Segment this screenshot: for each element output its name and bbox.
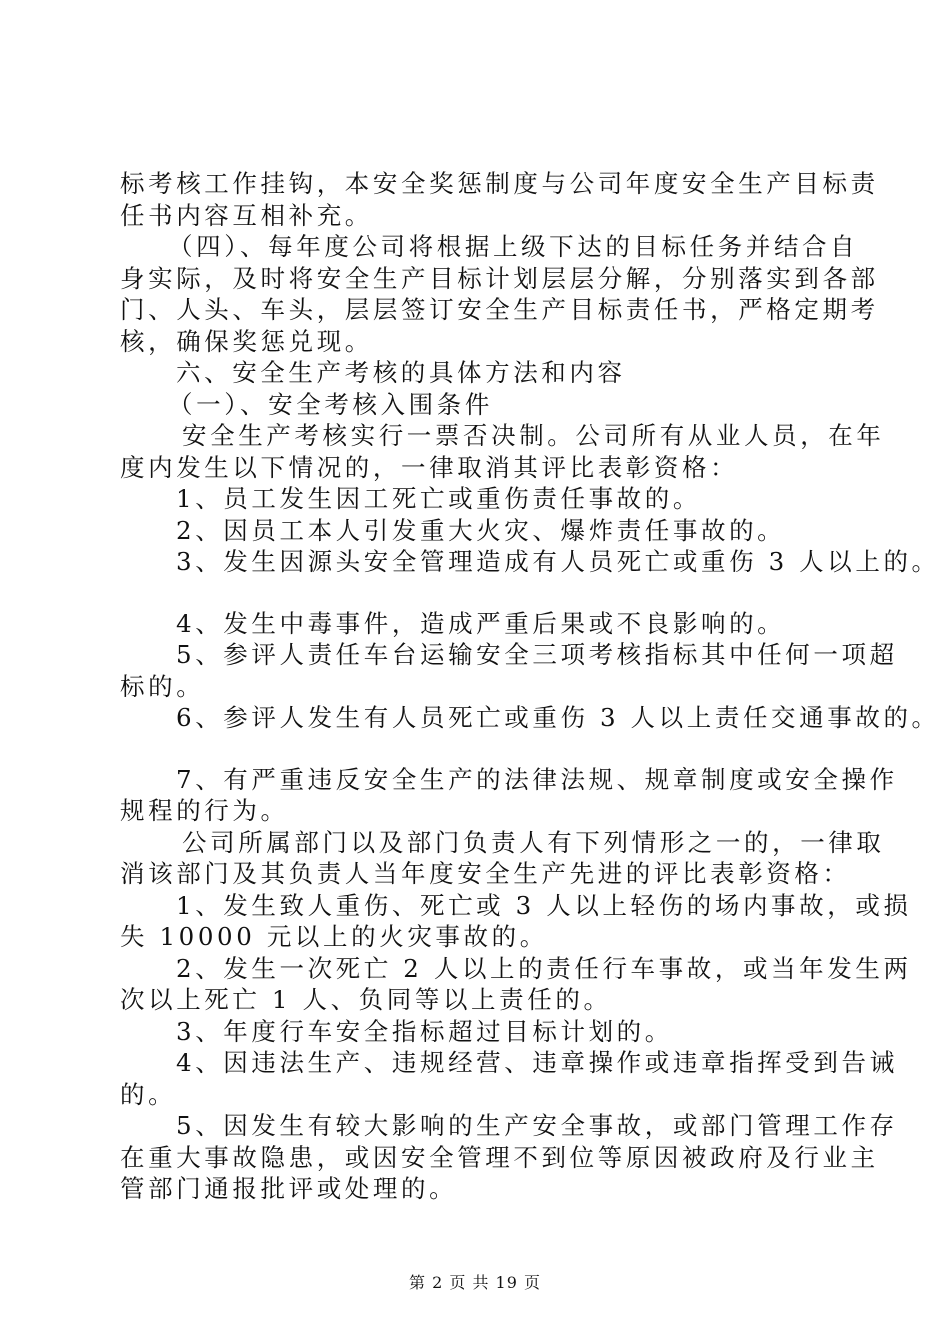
text-line: 公司所属部门以及部门负责人有下列情形之一的，一律取 <box>182 827 885 857</box>
text-line: 的。 <box>120 1079 177 1109</box>
list-item: 5、因发生有较大影响的生产安全事故，或部门管理工作存 <box>176 1111 898 1140</box>
text-line: 标考核工作挂钩，本安全奖惩制度与公司年度安全生产目标责 <box>120 169 879 198</box>
text-line: 规程的行为。 <box>120 796 289 825</box>
list-item: 7、有严重违反安全生产的法律法规、规章制度或安全操作 <box>176 764 898 794</box>
text-line: 消该部门及其负责人当年度安全生产先进的评比表彰资格： <box>120 859 851 888</box>
text-line: 身实际，及时将安全生产目标计划层层分解，分别落实到各部 <box>120 263 879 293</box>
text-line: 安全生产考核实行一票否决制。公司所有从业人员，在年 <box>182 421 885 450</box>
text-line: 任书内容互相补充。 <box>120 200 373 230</box>
list-item: 4、因违法生产、违规经营、违章操作或违章指挥受到告诫 <box>176 1048 898 1077</box>
section-heading: 六、安全生产考核的具体方法和内容 <box>176 358 626 387</box>
list-item: 2、发生一次死亡 2 人以上的责任行车事故，或当年发生两 <box>176 953 912 983</box>
text-line: 标的。 <box>120 671 205 701</box>
text-line: 失 10000 元以上的火灾事故的。 <box>120 922 548 951</box>
text-line: 度内发生以下情况的，一律取消其评比表彰资格： <box>120 452 739 482</box>
list-item: 2、因员工本人引发重大火灾、爆炸责任事故的。 <box>176 515 786 545</box>
document-body <box>120 168 940 1205</box>
text-line: 在重大事故隐患，或因安全管理不到位等原因被政府及行业主 <box>120 1142 879 1172</box>
text-line: 门、人头、车头，层层签订安全生产目标责任书，严格定期考 <box>120 295 879 324</box>
list-item: 1、发生致人重伤、死亡或 3 人以上轻伤的场内事故，或损 <box>176 890 912 920</box>
list-item: 3、年度行车安全指标超过目标计划的。 <box>176 1016 673 1046</box>
text-line: 管部门通报批评或处理的。 <box>120 1174 458 1203</box>
page-number: 第 2 页 共 19 页 <box>409 1273 541 1292</box>
list-item: 6、参评人发生有人员死亡或重伤 3 人以上责任交通事故的。 <box>176 703 940 732</box>
list-item: 5、参评人责任车台运输安全三项考核指标其中任何一项超 <box>176 640 898 669</box>
list-item: 3、发生因源头安全管理造成有人员死亡或重伤 3 人以上的。 <box>176 547 940 576</box>
text-line: 次以上死亡 1 人、负同等以上责任的。 <box>120 985 612 1014</box>
text-line: （四）、每年度公司将根据上级下达的目标任务并结合自 <box>168 232 859 261</box>
text-line: 核，确保奖惩兑现。 <box>120 326 373 356</box>
list-item: 4、发生中毒事件，造成严重后果或不良影响的。 <box>176 608 786 638</box>
list-item: 1、员工发生因工死亡或重伤责任事故的。 <box>176 484 701 513</box>
subsection-heading: （一）、安全考核入围条件 <box>168 389 493 419</box>
